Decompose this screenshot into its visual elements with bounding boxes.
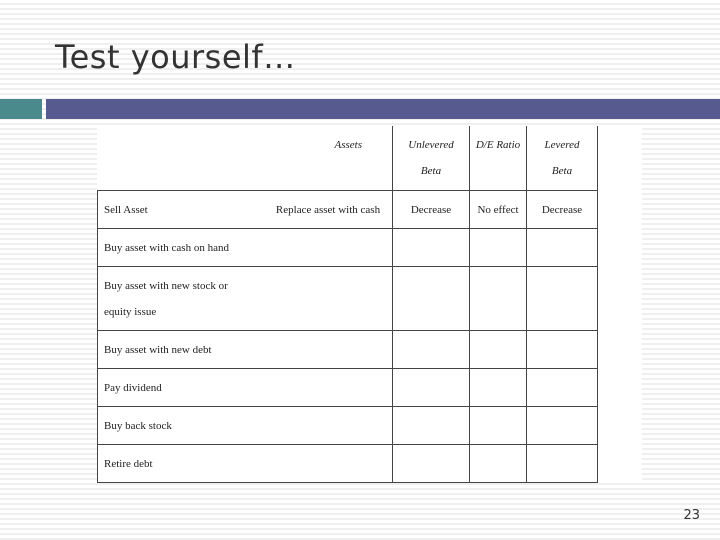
row-levered — [527, 445, 598, 483]
row-de-ratio — [470, 229, 527, 267]
header-unlevered-line2: Beta — [420, 165, 442, 177]
row-action-line1: Buy asset with new stock or — [104, 279, 228, 292]
beta-table — [97, 126, 598, 483]
table-header-row — [98, 126, 598, 191]
table-row — [98, 191, 598, 229]
table-row — [98, 445, 598, 483]
row-de-ratio — [470, 331, 527, 369]
row-levered — [527, 407, 598, 445]
accent-bar-blue — [46, 99, 720, 119]
row-assets: Replace asset with cash — [264, 191, 393, 229]
row-levered — [527, 369, 598, 407]
header-unlevered-cell — [393, 126, 470, 191]
header-de-ratio-cell — [470, 126, 527, 191]
table-row — [98, 267, 598, 331]
row-action: Retire debt — [98, 445, 265, 483]
beta-table-panel — [97, 126, 642, 481]
row-de-ratio — [470, 369, 527, 407]
row-assets — [264, 445, 393, 483]
row-unlevered: Decrease — [393, 191, 470, 229]
row-de-ratio: No effect — [470, 191, 527, 229]
accent-bar-teal — [0, 99, 42, 119]
row-action: Buy asset with new debt — [98, 331, 265, 369]
table-row — [98, 331, 598, 369]
row-unlevered — [393, 229, 470, 267]
row-levered — [527, 229, 598, 267]
row-action: Buy asset with cash on hand — [98, 229, 265, 267]
row-unlevered — [393, 267, 470, 331]
row-levered — [527, 267, 598, 331]
header-de-ratio: D/E Ratio — [475, 139, 521, 151]
table-row — [98, 229, 598, 267]
row-assets — [264, 267, 393, 331]
row-unlevered — [393, 445, 470, 483]
header-action-cell — [98, 126, 265, 191]
row-assets — [264, 331, 393, 369]
row-unlevered — [393, 331, 470, 369]
table-row — [98, 369, 598, 407]
header-assets: Assets — [334, 139, 362, 151]
row-assets — [264, 407, 393, 445]
row-assets — [264, 369, 393, 407]
row-action — [98, 267, 265, 331]
row-levered — [527, 331, 598, 369]
header-unlevered-line1: Unlevered — [408, 139, 454, 151]
header-assets-cell — [264, 126, 393, 191]
row-assets — [264, 229, 393, 267]
row-unlevered — [393, 407, 470, 445]
row-action: Sell Asset — [98, 191, 265, 229]
row-levered: Decrease — [527, 191, 598, 229]
row-action-line2: equity issue — [104, 305, 157, 318]
row-action: Buy back stock — [98, 407, 265, 445]
row-action: Pay dividend — [98, 369, 265, 407]
slide-title: Test yourself… — [55, 38, 296, 76]
row-de-ratio — [470, 407, 527, 445]
table-row — [98, 407, 598, 445]
row-de-ratio — [470, 267, 527, 331]
page-number: 23 — [683, 508, 700, 523]
row-unlevered — [393, 369, 470, 407]
row-de-ratio — [470, 445, 527, 483]
header-levered-line1: Levered — [544, 139, 580, 151]
header-levered-cell — [527, 126, 598, 191]
header-levered-line2: Beta — [551, 165, 573, 177]
